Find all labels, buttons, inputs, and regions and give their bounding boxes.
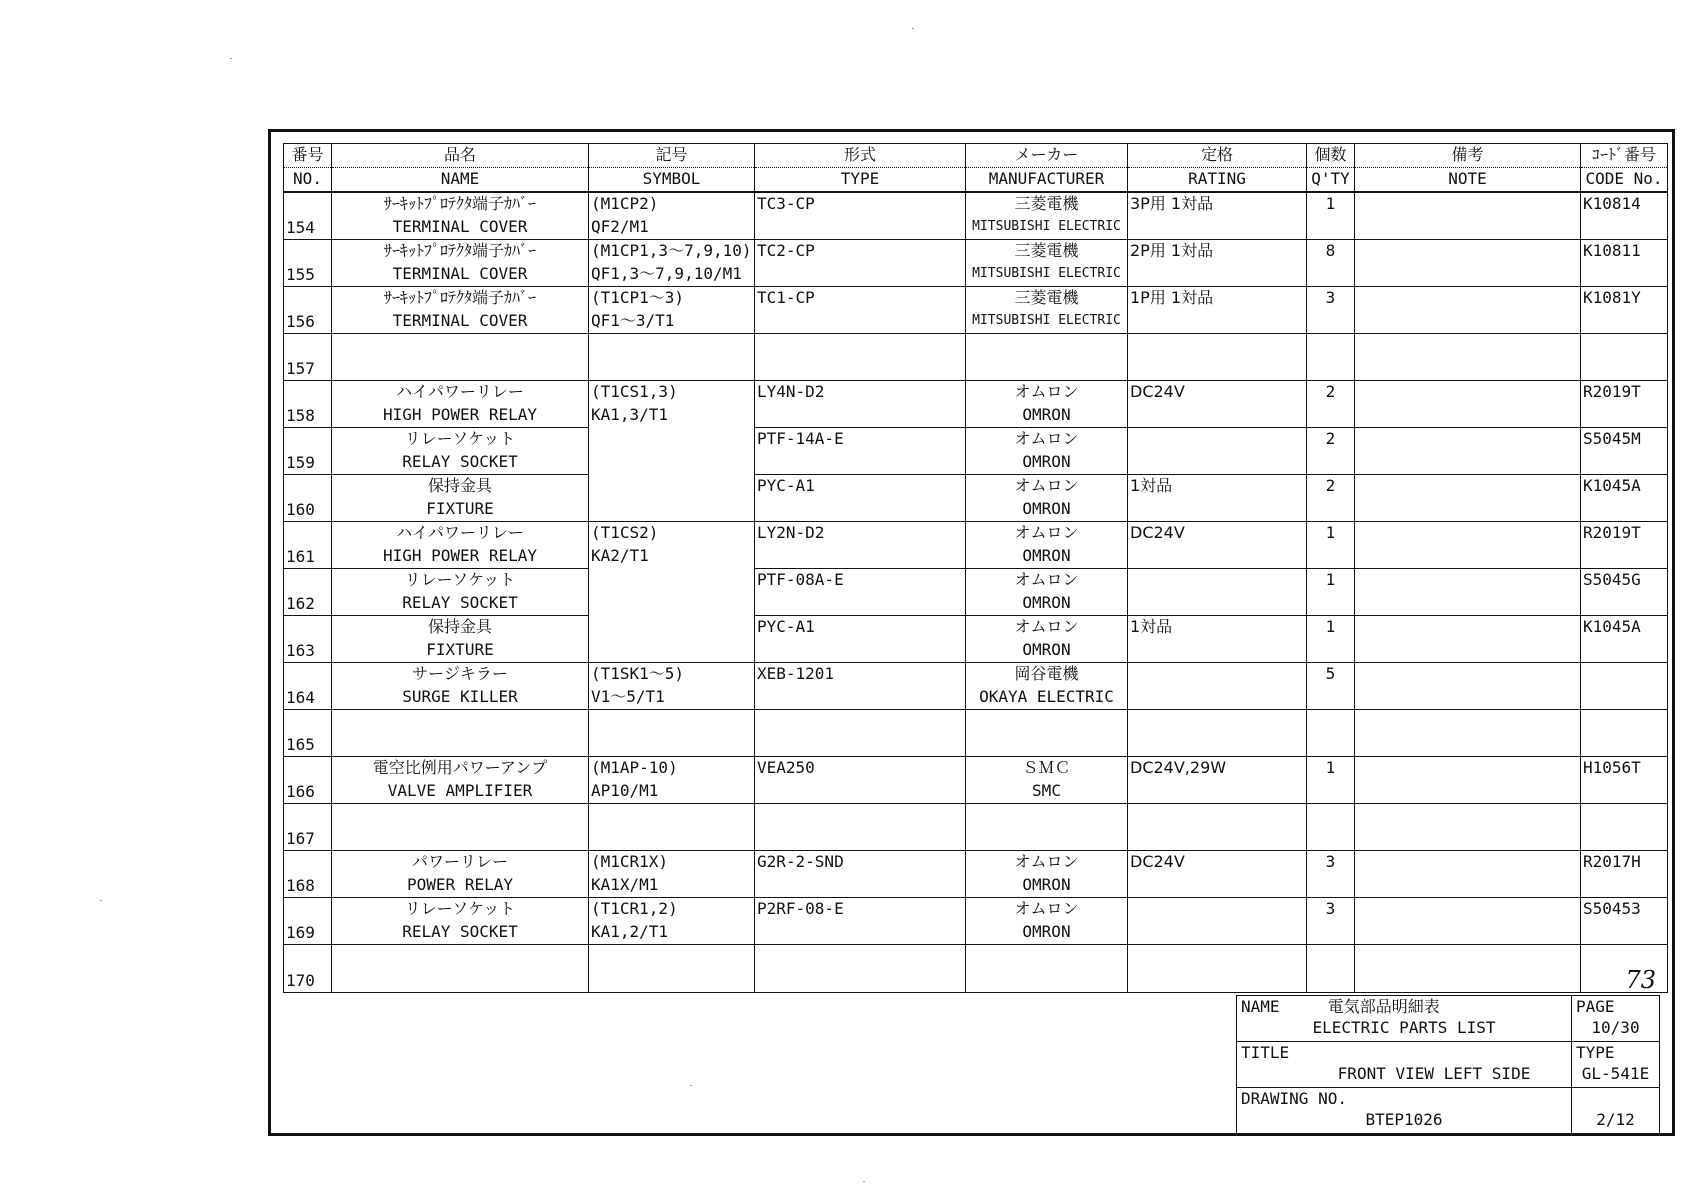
title-block-page: PAGE 10/30 [1572,996,1660,1042]
type-cell: PYC-A1 [755,475,966,522]
symbol-line-1: (M1CP2) [591,194,659,213]
row-number: 162 [284,569,332,616]
header-no: 番号 NO. [284,144,332,193]
symbol-line-2 [591,968,754,991]
part-name-jp: ｻｰｷｯﾄﾌﾟﾛﾃｸﾀ端子ｶﾊﾞｰ [383,241,536,260]
symbol-line-2: KA2/T1 [591,546,649,565]
manufacturer-cell [966,945,1128,993]
row-number: 154 [284,192,332,240]
qty-cell: 1 [1307,757,1355,804]
row-number: 161 [284,522,332,569]
row-number: 166 [284,757,332,804]
note-cell [1355,381,1581,428]
note-cell [1355,851,1581,898]
header-qty: 個数 Q'TY [1307,144,1355,193]
note-cell [1355,240,1581,287]
symbol-line-1: (T1CR1,2) [591,899,678,918]
part-name-en: RELAY SOCKET [402,452,518,471]
symbol-cell [589,240,755,287]
code-cell: K1081Y [1581,287,1668,334]
rating-cell: 1対品 [1128,475,1307,522]
part-name [332,945,589,993]
rating-cell [1128,945,1307,993]
qty-cell: 1 [1307,192,1355,240]
rating-cell: 1対品 [1128,616,1307,663]
scan-speck [912,28,914,29]
part-name [332,334,589,381]
manufacturer-en: SMC [1032,781,1061,800]
qty-cell [1307,334,1355,381]
handwritten-page-number: 73 [1625,966,1656,994]
note-cell [1355,334,1581,381]
symbol-cell [589,663,755,710]
manufacturer-en: OMRON [1022,875,1071,894]
part-name [332,616,589,663]
part-name [332,710,589,757]
drawing-sheet [268,129,1675,1136]
part-name-jp [332,945,588,968]
row-number: 159 [284,428,332,475]
manufacturer-cell [966,522,1128,569]
manufacturer-jp [966,334,1127,357]
row-number: 165 [284,710,332,757]
scan-speck [230,58,232,59]
qty-cell [1307,710,1355,757]
part-name-jp: ｻｰｷｯﾄﾌﾟﾛﾃｸﾀ端子ｶﾊﾞｰ [383,288,536,307]
part-name [332,757,589,804]
manufacturer-jp: オムロン [1014,899,1079,918]
note-cell [1355,710,1581,757]
rating-cell: 3P用 1対品 [1128,192,1307,240]
part-name-en: RELAY SOCKET [402,593,518,612]
manufacturer-cell [966,240,1128,287]
manufacturer-en [966,733,1127,756]
part-name-en [332,733,588,756]
rating-cell: DC24V [1128,522,1307,569]
manufacturer-cell [966,381,1128,428]
part-name [332,428,589,475]
note-cell [1355,945,1581,993]
part-name [332,898,589,945]
symbol-line-2: QF1～3/T1 [591,311,675,330]
code-cell [1581,804,1668,851]
code-cell: K10814 [1581,192,1668,240]
manufacturer-en: OMRON [1022,922,1071,941]
row-number: 163 [284,616,332,663]
rating-cell: DC24V [1128,851,1307,898]
manufacturer-cell [966,616,1128,663]
rating-cell: 1P用 1対品 [1128,287,1307,334]
note-cell [1355,663,1581,710]
row-number: 157 [284,334,332,381]
header-rating: 定格 RATING [1128,144,1307,193]
code-cell: K1045A [1581,475,1668,522]
title-block [1236,995,1660,1134]
symbol-cell [589,851,755,898]
code-cell [1581,663,1668,710]
symbol-line-1 [591,334,754,357]
manufacturer-en [966,827,1127,850]
type-cell: G2R-2-SND [755,851,966,898]
table-row [284,428,1668,475]
note-cell [1355,192,1581,240]
note-cell [1355,522,1581,569]
code-cell [1581,710,1668,757]
note-cell [1355,757,1581,804]
symbol-cell [589,945,755,993]
note-cell [1355,428,1581,475]
title-block-title: TITLE FRONT VIEW LEFT SIDE [1237,1042,1572,1088]
header-type: 形式 TYPE [755,144,966,193]
symbol-line-1: (M1CR1X) [591,852,669,871]
scan-speck [863,1181,865,1182]
symbol-line-2: AP10/M1 [591,781,659,800]
symbol-line-1: (T1CS1,3) [591,382,678,401]
manufacturer-cell [966,851,1128,898]
part-name-jp: リレーソケット [404,570,516,589]
part-name [332,287,589,334]
table-row [284,522,1668,569]
symbol-line-2 [591,733,754,756]
manufacturer-en: OMRON [1022,499,1071,518]
part-name-jp [332,804,588,827]
part-name-en: RELAY SOCKET [402,922,518,941]
symbol-line-2: KA1X/M1 [591,875,659,894]
part-name-en: HIGH POWER RELAY [382,405,538,424]
row-number: 170 [284,945,332,993]
part-name-jp: パワーリレー [411,852,508,871]
manufacturer-cell [966,569,1128,616]
part-name-jp: 保持金具 [427,617,492,636]
symbol-line-2 [591,827,754,850]
type-cell: PTF-08A-E [755,569,966,616]
title-block-type: TYPE GL-541E [1572,1042,1660,1088]
table-row [284,192,1668,240]
note-cell [1355,569,1581,616]
type-cell: PYC-A1 [755,616,966,663]
qty-cell: 3 [1307,851,1355,898]
part-name-en: SURGE KILLER [402,687,518,706]
manufacturer-jp: オムロン [1014,852,1079,871]
type-cell: XEB-1201 [755,663,966,710]
row-number: 169 [284,898,332,945]
code-cell: R2017H [1581,851,1668,898]
part-name-en: POWER RELAY [407,875,513,894]
header-note: 備考 NOTE [1355,144,1581,193]
part-name-jp [332,710,588,733]
symbol-cell [589,192,755,240]
code-cell: K1045A [1581,616,1668,663]
manufacturer-jp: 三菱電機 [1014,194,1079,213]
manufacturer-jp: ＳＭＣ [1022,758,1071,777]
symbol-line-1: (M1CP1,3～7,9,10) [591,241,752,260]
rating-cell [1128,710,1307,757]
manufacturer-jp: オムロン [1014,617,1079,636]
symbol-line-1 [591,428,754,451]
symbol-line-1: (M1AP-10) [591,758,678,777]
symbol-cell [589,287,755,334]
symbol-cell [589,569,755,616]
part-name-en [332,357,588,380]
table-row [284,851,1668,898]
type-cell: TC2-CP [755,240,966,287]
manufacturer-jp: 三菱電機 [1014,241,1079,260]
manufacturer-cell [966,428,1128,475]
symbol-line-2: V1～5/T1 [591,687,665,706]
symbol-line-2 [591,639,754,662]
qty-cell: 8 [1307,240,1355,287]
symbol-cell [589,898,755,945]
symbol-line-1 [591,569,754,592]
symbol-line-1 [591,945,754,968]
manufacturer-jp [966,945,1127,968]
table-row [284,240,1668,287]
manufacturer-cell [966,663,1128,710]
qty-cell: 2 [1307,475,1355,522]
qty-cell: 1 [1307,616,1355,663]
part-name [332,522,589,569]
manufacturer-cell [966,287,1128,334]
qty-cell: 1 [1307,522,1355,569]
manufacturer-en: MITSUBISHI ELECTRIC [972,313,1121,328]
rating-cell [1128,663,1307,710]
part-name-jp: サージキラー [412,664,508,683]
header-symbol: 記号 SYMBOL [589,144,755,193]
type-cell [755,334,966,381]
table-row [284,381,1668,428]
row-number: 155 [284,240,332,287]
table-row [284,334,1668,381]
part-name-en: TERMINAL COVER [392,217,528,236]
part-name-en: TERMINAL COVER [392,264,528,283]
note-cell [1355,475,1581,522]
symbol-line-1 [591,804,754,827]
title-block-drawing-no: DRAWING NO. BTEP1026 [1237,1088,1572,1134]
type-cell [755,945,966,993]
manufacturer-en: MITSUBISHI ELECTRIC [972,219,1121,234]
rating-cell [1128,804,1307,851]
manufacturer-jp: オムロン [1014,523,1079,542]
symbol-line-1 [591,710,754,733]
part-name-jp: ｻｰｷｯﾄﾌﾟﾛﾃｸﾀ端子ｶﾊﾞｰ [383,194,536,213]
manufacturer-en: MITSUBISHI ELECTRIC [972,266,1121,281]
qty-cell: 2 [1307,428,1355,475]
table-row [284,287,1668,334]
manufacturer-en: OMRON [1022,405,1071,424]
part-name-jp: 電空比例用パワーアンプ [372,758,548,777]
symbol-cell [589,616,755,663]
symbol-line-1 [591,616,754,639]
manufacturer-jp: オムロン [1014,382,1079,401]
manufacturer-jp: オムロン [1014,476,1079,495]
manufacturer-en [966,968,1127,991]
title-block-name: NAME 電気部品明細表 ELECTRIC PARTS LIST [1237,996,1572,1042]
symbol-cell [589,757,755,804]
type-cell: TC3-CP [755,192,966,240]
header-name: 品名 NAME [332,144,589,193]
part-name-jp [332,334,588,357]
symbol-line-2 [591,498,754,521]
row-number: 156 [284,287,332,334]
symbol-cell [589,475,755,522]
qty-cell: 3 [1307,287,1355,334]
qty-cell [1307,945,1355,993]
rating-cell [1128,569,1307,616]
code-cell: R2019T [1581,522,1668,569]
manufacturer-cell [966,334,1128,381]
manufacturer-en [966,357,1127,380]
manufacturer-jp: オムロン [1014,429,1079,448]
manufacturer-jp: 岡谷電機 [1014,664,1079,683]
symbol-cell [589,710,755,757]
code-cell: R2019T [1581,381,1668,428]
part-name-jp: ハイパワーリレー [396,523,524,542]
rating-cell [1128,898,1307,945]
symbol-line-1 [591,475,754,498]
table-row [284,663,1668,710]
type-cell: VEA250 [755,757,966,804]
symbol-line-2: KA1,3/T1 [591,405,669,424]
manufacturer-jp: オムロン [1014,570,1079,589]
row-number: 167 [284,804,332,851]
code-cell [1581,334,1668,381]
part-name-en: FIXTURE [426,499,494,518]
rating-cell: 2P用 1対品 [1128,240,1307,287]
part-name-jp: リレーソケット [404,429,516,448]
part-name [332,804,589,851]
note-cell [1355,804,1581,851]
note-cell [1355,898,1581,945]
manufacturer-en: OMRON [1022,640,1071,659]
part-name-en: HIGH POWER RELAY [382,546,538,565]
manufacturer-cell [966,475,1128,522]
symbol-line-2 [591,592,754,615]
table-row [284,710,1668,757]
manufacturer-en: OMRON [1022,546,1071,565]
row-number: 168 [284,851,332,898]
symbol-cell [589,381,755,428]
part-name [332,192,589,240]
symbol-cell [589,334,755,381]
symbol-line-2 [591,451,754,474]
note-cell [1355,287,1581,334]
manufacturer-jp: 三菱電機 [1014,288,1079,307]
type-cell [755,804,966,851]
code-cell: S5045M [1581,428,1668,475]
table-row [284,804,1668,851]
qty-cell [1307,804,1355,851]
rating-cell [1128,428,1307,475]
type-cell: LY4N-D2 [755,381,966,428]
part-name-jp: ハイパワーリレー [396,382,524,401]
type-cell: PTF-14A-E [755,428,966,475]
part-name-jp: リレーソケット [404,899,516,918]
symbol-cell [589,804,755,851]
rating-cell: DC24V,29W [1128,757,1307,804]
header-code: ｺｰﾄﾞ番号 CODE No. [1581,144,1668,193]
symbol-line-1: (T1CP1～3) [591,288,685,307]
table-row [284,616,1668,663]
part-name [332,851,589,898]
code-cell: K10811 [1581,240,1668,287]
parts-table [283,143,1668,993]
symbol-line-2: QF1,3～7,9,10/M1 [591,264,742,283]
part-name [332,475,589,522]
type-cell: TC1-CP [755,287,966,334]
code-cell: S50453 [1581,898,1668,945]
table-row [284,569,1668,616]
row-number: 160 [284,475,332,522]
part-name-en [332,968,588,991]
title-block-sheet: 2/12 [1572,1088,1660,1134]
header-manufacturer: メーカー MANUFACTURER [966,144,1128,193]
header-row [284,144,1668,193]
rating-cell [1128,334,1307,381]
table-row [284,898,1668,945]
part-name-en: TERMINAL COVER [392,311,528,330]
table-row [284,757,1668,804]
code-cell: H1056T [1581,757,1668,804]
type-cell: LY2N-D2 [755,522,966,569]
manufacturer-cell [966,804,1128,851]
manufacturer-en: OMRON [1022,452,1071,471]
code-cell: S5045G [1581,569,1668,616]
symbol-line-2 [591,357,754,380]
part-name-jp: 保持金具 [427,476,492,495]
symbol-cell [589,428,755,475]
manufacturer-en: OMRON [1022,593,1071,612]
manufacturer-cell [966,898,1128,945]
scan-speck [100,900,102,901]
qty-cell: 5 [1307,663,1355,710]
type-cell [755,710,966,757]
qty-cell: 2 [1307,381,1355,428]
manufacturer-cell [966,710,1128,757]
manufacturer-jp [966,710,1127,733]
part-name [332,663,589,710]
row-number: 158 [284,381,332,428]
symbol-line-2: KA1,2/T1 [591,922,669,941]
qty-cell: 3 [1307,898,1355,945]
type-cell: P2RF-08-E [755,898,966,945]
part-name-en [332,827,588,850]
symbol-cell [589,522,755,569]
part-name [332,569,589,616]
part-name [332,381,589,428]
symbol-line-2: QF2/M1 [591,217,649,236]
manufacturer-en: OKAYA ELECTRIC [979,687,1114,706]
part-name-en: FIXTURE [426,640,494,659]
note-cell [1355,616,1581,663]
part-name [332,240,589,287]
manufacturer-cell [966,757,1128,804]
symbol-line-1: (T1CS2) [591,523,659,542]
part-name-en: VALVE AMPLIFIER [387,781,533,800]
symbol-line-1: (T1SK1～5) [591,664,685,683]
qty-cell: 1 [1307,569,1355,616]
table-row [284,475,1668,522]
manufacturer-jp [966,804,1127,827]
rating-cell: DC24V [1128,381,1307,428]
manufacturer-cell [966,192,1128,240]
table-row [284,945,1668,993]
row-number: 164 [284,663,332,710]
